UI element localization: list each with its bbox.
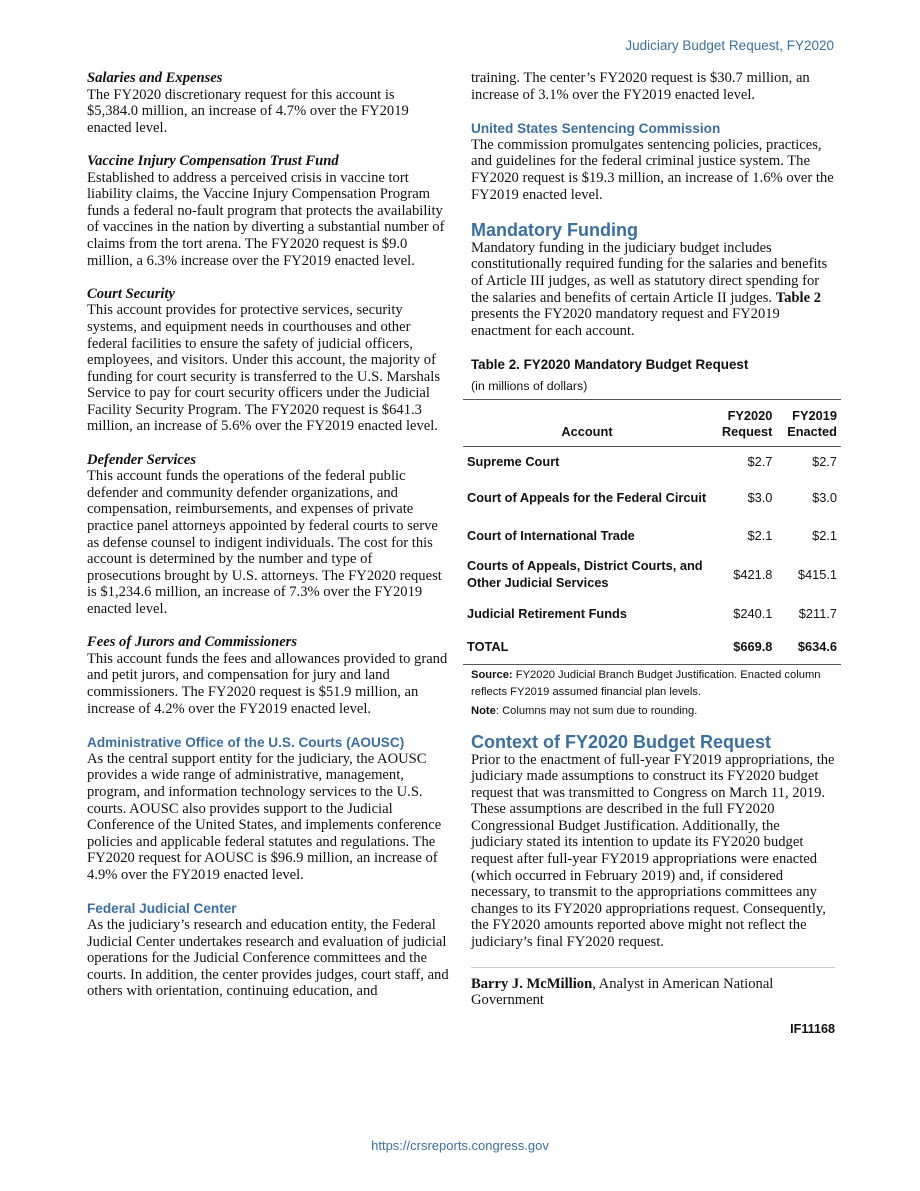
cell-request: $3.0 — [747, 489, 773, 505]
table-block — [467, 357, 837, 719]
table-row — [463, 518, 841, 552]
col-request — [711, 399, 776, 446]
note-label: Note — [471, 704, 496, 717]
section-title: Salaries and Expenses — [87, 70, 223, 86]
section-aousc — [87, 734, 449, 884]
section-body: This account funds the operations of the federal public defender and community defender organizations, and compensation, reimbursements, and expenses of private practice panel attorneys appointed by federal courts to serve as defense counsel to indigent individuals. The cost for this account is determined by the number and type of prosecutions brought by U.S. attorneys. The FY2020 request is $1,234.6 million, an increase of 7.3% over the FY2019 enacted level. — [87, 468, 442, 617]
heading-mandatory: Mandatory Funding — [471, 219, 638, 240]
section-context — [471, 732, 835, 951]
section-body: This account provides for protective services, security systems, and equipment needs in courthouses and other federal facilities to ensure the safety of judicial officers, employees, and visitors. Under this account, the majority of funding for court security is transferred to the U.S. Marshals Service to pay for court security officers under the Judicial Facility Security Program. The FY2020 request is $641.3 million, an increase of 5.6% over the FY2019 enacted level. — [87, 302, 441, 435]
section-title: Defender Services — [87, 451, 197, 468]
section-title: Fees of Jurors and Commissioners — [87, 634, 298, 651]
fjc-continued: training. The center’s FY2020 request is $30.7 million, an increase of 3.1% over the FY2019 enacted level. — [471, 70, 810, 103]
table-title: Table 2. FY2020 Mandatory Budget Request — [471, 357, 749, 373]
cell-enacted: $2.7 — [812, 453, 837, 469]
section-vaccine — [87, 153, 449, 269]
right-column — [467, 70, 837, 1037]
section-body: As the judiciary’s research and education entity, the Federal Judicial Center undertakes research and evaluation of judicial operations for the Judicial Conference committees and the courts. In addition, the center provides judges, court staff, and others with orientation, continuing education, and — [87, 917, 449, 1000]
table-source — [471, 667, 835, 701]
body-text: presents the FY2020 mandatory request and FY2019 enactment for each account. — [471, 306, 780, 339]
source-label: Source: — [471, 668, 513, 681]
table-row-total — [463, 630, 841, 664]
table-row — [463, 552, 841, 596]
report-code: IF11168 — [790, 1021, 835, 1036]
left-column — [87, 70, 449, 1000]
cell-request: $2.1 — [747, 527, 773, 543]
section-court-security — [87, 286, 449, 435]
cell-account: Judicial Retirement Funds — [467, 605, 627, 621]
col-enacted — [776, 399, 841, 446]
section-body — [471, 240, 835, 340]
section-body: As the central support entity for the judiciary, the AOUSC provides a wide range of administrative, management, program, and information technology services to the U.S. courts. AOUSC also provides support to the Judicial Conference of the United States, and implements conference policies and applicable federal statutes and regulations. The FY2020 request for AOUSC is $96.9 million, an increase of 4.9% over the FY2019 enacted level. — [87, 750, 442, 883]
author-divider — [471, 967, 835, 968]
section-body: Prior to the enactment of full-year FY2019 appropriations, the judiciary made assumptions to construct its FY2020 budget request that was transmitted to Congress on March 11, 2019. These assumptions are described in the full FY2020 Congressional Budget Justification. Additionally, the judiciary stated its intention to update its FY2020 budget request after full-year FY2019 appropriations were enacted (which occurred in February 2019) and, if considered necessary, to transmit to the appropriations committees any changes to its FY2020 appropriations request. Consequently, the FY2020 amounts reported above might not reflect the judiciary’s final FY2020 request. — [471, 751, 835, 951]
cell-account: Court of International Trade — [467, 527, 635, 543]
note-text: : Columns may not sum due to rounding. — [495, 704, 698, 717]
table-notes — [471, 667, 835, 720]
cell-enacted: $211.7 — [798, 605, 837, 621]
table-row — [463, 476, 841, 518]
author-name: Barry J. McMillion — [471, 975, 593, 992]
section-salaries — [87, 70, 449, 136]
section-title: Federal Judicial Center — [87, 901, 237, 917]
table-subtitle: (in millions of dollars) — [471, 378, 588, 393]
cell-enacted: $634.6 — [776, 630, 841, 664]
cell-account: TOTAL — [463, 630, 711, 664]
heading-context: Context of FY2020 Budget Request — [471, 731, 772, 752]
cell-request: $240.1 — [733, 605, 773, 621]
section-body: This account funds the fees and allowances provided to grand and petit jurors, and compensation for jury and land commissioners. The FY2020 request is $51.9 million, an increase of 4.2% over the FY2019 enacted level. — [87, 650, 448, 717]
section-fjc — [87, 900, 449, 1000]
table-header-row — [463, 399, 841, 446]
cell-request: $421.8 — [733, 566, 773, 582]
section-body: The commission promulgates sentencing policies, practices, and guidelines for the federal criminal justice system. The FY2020 request is $19.3 million, an increase of 1.6% over the FY2019 enacted level. — [471, 136, 834, 203]
cell-request: $2.7 — [747, 453, 773, 469]
section-title: Court Security — [87, 285, 175, 302]
table-row — [463, 446, 841, 476]
table-ref: Table 2 — [775, 289, 822, 306]
cell-account: Courts of Appeals, District Courts, and Other Judicial Services — [467, 558, 703, 590]
cell-account: Court of Appeals for the Federal Circuit — [467, 489, 707, 505]
cell-enacted: $415.1 — [797, 566, 837, 582]
col-request-line2: Request — [721, 423, 773, 439]
section-defender — [87, 452, 449, 618]
section-title: Vaccine Injury Compensation Trust Fund — [87, 152, 339, 169]
table-row — [463, 596, 841, 630]
footer-url: https://crsreports.congress.gov — [371, 1138, 549, 1153]
section-ussc — [471, 120, 835, 203]
source-text: FY2020 Judicial Branch Budget Justification. Enacted column reflects FY2019 assumed financial plan levels. — [471, 668, 821, 698]
body-text: Mandatory funding in the judiciary budget includes constitutionally required funding for the salaries and benefits of Article III judges, as well as statutory direct spending for the salaries and benefits of certain Article II judges. — [471, 239, 828, 306]
author-line — [471, 976, 835, 1009]
cell-request: $669.8 — [711, 630, 776, 664]
running-header: Judiciary Budget Request, FY2020 — [625, 38, 834, 53]
col-request-line1: FY2020 — [727, 407, 773, 423]
section-jurors — [87, 634, 449, 717]
section-body: The FY2020 discretionary request for this account is $5,384.0 million, an increase of 4.7% over the FY2019 enacted level. — [87, 86, 409, 136]
author-role: , Analyst in American National Government — [471, 975, 774, 1009]
section-body: Established to address a perceived crisis in vaccine tort liability claims, the Vaccine Injury Compensation Program funds a federal no-fault program that protects the availability of vaccines in the nation by diverting a substantial number of claims from the tort arena. The FY2020 request is $9.0 million, a 6.3% increase over the FY2019 enacted level. — [87, 169, 445, 269]
section-title: United States Sentencing Commission — [471, 120, 721, 136]
section-title: Administrative Office of the U.S. Courts (AOUSC) — [87, 734, 405, 750]
section-mandatory — [471, 220, 835, 340]
col-enacted-line2: Enacted — [787, 423, 837, 439]
cell-account: Supreme Court — [467, 453, 560, 469]
col-enacted-line1: FY2019 — [792, 407, 837, 423]
cell-enacted: $2.1 — [812, 527, 837, 543]
mandatory-budget-table — [463, 399, 841, 665]
table-note — [471, 703, 835, 720]
cell-enacted: $3.0 — [812, 489, 837, 505]
col-account: Account — [463, 399, 711, 446]
